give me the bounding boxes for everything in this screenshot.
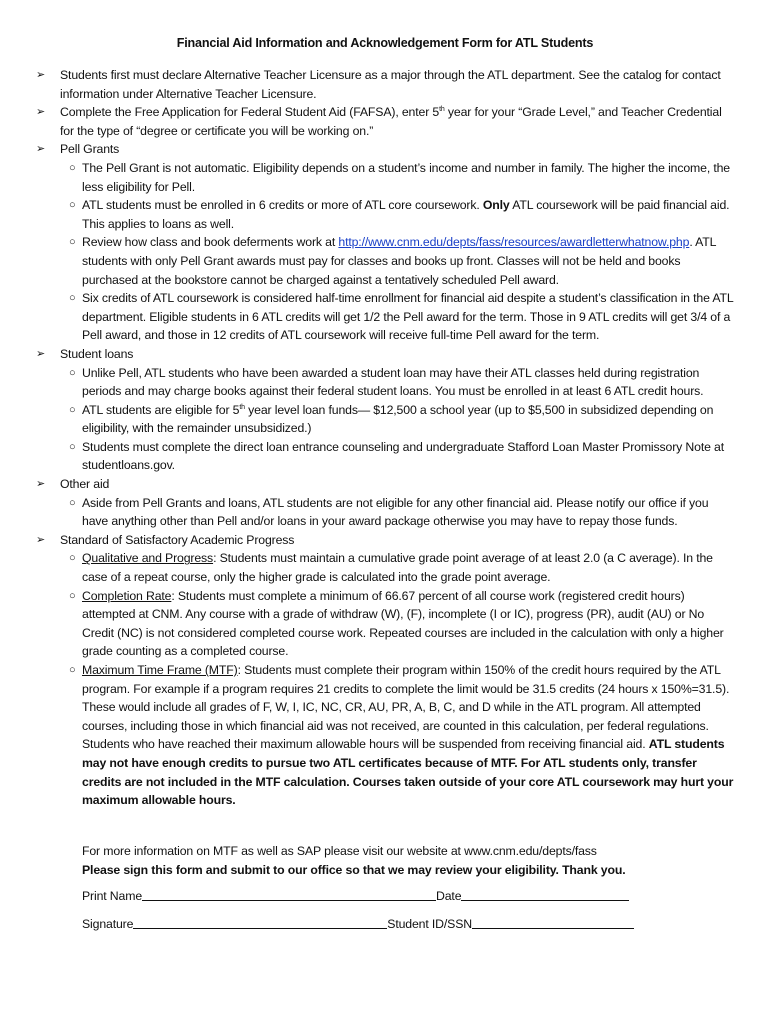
date-label: Date <box>436 889 462 903</box>
circle-bullet-icon: ○ <box>69 496 76 509</box>
list-item <box>36 661 736 810</box>
circle-bullet-icon: ○ <box>69 199 76 212</box>
other-heading: Other aid <box>60 477 110 492</box>
student-id-field[interactable] <box>472 916 634 929</box>
more-info-text: For more information on MTF as well as SAP please visit our website at www.cnm.edu/depts/fass <box>82 844 597 858</box>
arrow-bullet-icon: ➢ <box>36 533 46 546</box>
loans-item-1: Unlike Pell, ATL students who have been awarded a student loan may have their ATL classes held during registration periods and may charge books against their federal student loans. You must be enrolled in at least 6 ATL credit hours. <box>82 365 704 399</box>
list-item <box>36 196 736 233</box>
pell-item-3a: Review how class and book deferments work at <box>82 235 339 250</box>
circle-bullet-icon: ○ <box>69 589 76 602</box>
date-field[interactable] <box>461 888 629 901</box>
mtf-text: : Students must complete their program within 150% of the credit hours required by the ATL program. For example if a program requires 21 credits to complete the limit would be 31.5 credits (24 hours x 150%=31.5). These would include all grades of F, W, I, IC, NC, CR, AU, PR, A, B, C, and D while in the ATL program. All attempted courses, including those in which financial aid was not received, are counted in this calculation, per federal regulations. Students who have reached their maximum allowable hours will be suspended from receiving financial aid. <box>82 663 730 752</box>
list-item <box>36 289 736 345</box>
circle-bullet-icon: ○ <box>69 664 76 676</box>
pell-item-3b: . ATL students with only Pell Grant awards must pay for classes and books up front. Classes will not be held and books purchased at the bookstore cannot be charged against a tentatively scheduled Pell award. <box>82 235 716 287</box>
arrow-bullet-icon: ➢ <box>36 478 46 491</box>
list-item <box>36 364 736 401</box>
signature-label: Signature <box>82 917 134 931</box>
circle-bullet-icon: ○ <box>69 366 76 379</box>
pell-item-4: Six credits of ATL coursework is considered half-time enrollment for financial aid despite a student’s classification in the ATL department. Eligible students in 6 ATL credits will get 1/2 the Pell award for the term. Those in 9 ATL credits will get 3/4 of a Pell award, and those in 12 credits of ATL coursework will receive full-time Pell award for the term. <box>82 291 734 343</box>
arrow-bullet-icon: ➢ <box>36 106 46 119</box>
form-title: Financial Aid Information and Acknowledgement Form for ATL Students <box>176 36 594 50</box>
signature-field[interactable] <box>133 916 387 929</box>
pell-heading: Pell Grants <box>60 142 120 157</box>
submit-instruction: Please sign this form and submit to our office so that we may review your eligibility. Thank you. <box>82 863 626 877</box>
loans-heading: Student loans <box>60 346 134 361</box>
pell-item-1: The Pell Grant is not automatic. Eligibility depends on a student’s income and number in family. The higher the income, the less eligibility for Pell. <box>82 160 730 194</box>
section-loans <box>36 345 736 364</box>
qualitative-label: Qualitative and Progress <box>82 551 214 566</box>
loans-sup: th <box>239 403 245 411</box>
fafsa-sup: th <box>439 106 445 114</box>
sap-heading: Standard of Satisfactory Academic Progress <box>60 532 295 547</box>
pell-item-2a: ATL students must be enrolled in 6 credits or more of ATL core coursework. <box>82 198 483 213</box>
circle-bullet-icon: ○ <box>69 403 76 416</box>
completion-text: : Students must complete a minimum of 66.67 percent of all course work (registered credit hours) attempted at CNM. Any course with a grade of withdraw (W), (F), incomplete (I or IC), progress (PR), audit (AU) or No Credit (NC) is not considered completed course work. Repeated courses are included in the calculation with only a higher grade counting as a completed course. <box>82 588 724 659</box>
list-item <box>36 438 736 475</box>
circle-bullet-icon: ○ <box>69 236 76 249</box>
section-pell <box>36 140 736 159</box>
loans-item-2b: year level loan funds— $12,500 a school year (up to $5,500 in subsidized depending on eligibility, with the remainder unsubsidized.) <box>82 402 714 436</box>
arrow-bullet-icon: ➢ <box>36 143 46 156</box>
qualitative-text: : Students must maintain a cumulative grade point average of at least 2.0 (a C average). In the case of a repeat course, only the higher grade is calculated into the grade point average. <box>82 551 713 585</box>
arrow-bullet-icon: ➢ <box>36 347 46 360</box>
circle-bullet-icon: ○ <box>69 292 76 305</box>
list-item <box>36 549 736 586</box>
circle-bullet-icon: ○ <box>69 552 76 565</box>
section-fafsa <box>36 103 736 140</box>
print-name-row <box>82 887 629 905</box>
list-item <box>36 494 736 531</box>
print-name-label: Print Name <box>82 889 143 903</box>
print-name-field[interactable] <box>142 888 436 901</box>
loans-item-3: Students must complete the direct loan entrance counseling and undergraduate Stafford Loan Master Promissory Note at studentloans.gov. <box>82 439 725 473</box>
completion-label: Completion Rate <box>82 588 172 603</box>
loans-item-2a: ATL students are eligible for 5 <box>82 402 240 417</box>
pell-item-2b: ATL coursework will be paid financial aid. This applies to loans as well. <box>82 198 730 231</box>
list-item <box>36 159 736 196</box>
list-item <box>36 233 736 289</box>
section-sap <box>36 531 736 550</box>
fafsa-text-1: Complete the Free Application for Federal Student Aid (FAFSA), enter 5 <box>60 105 440 120</box>
fafsa-text-2: year for your “Grade Level,” and Teacher Credential for the type of “degree or certificate you will be working on.” <box>60 105 722 138</box>
circle-bullet-icon: ○ <box>69 161 76 174</box>
mtf-label: Maximum Time Frame (MTF) <box>82 663 238 677</box>
declare-text: Students first must declare Alternative Teacher Licensure as a major through the ATL department. See the catalog for contact information under Alternative Teacher Licensure. <box>60 68 721 101</box>
pell-item-2-bold: Only <box>482 198 510 213</box>
circle-bullet-icon: ○ <box>69 440 76 453</box>
section-other <box>36 475 736 494</box>
mtf-warning: ATL students may not have enough credits to pursue two ATL certificates because of MTF. For ATL students only, transfer credits are not included in the MTF calculation. Courses taken outside of your core ATL coursework may hurt your maximum allowable hours. <box>82 737 734 808</box>
award-letter-link[interactable]: http://www.cnm.edu/depts/fass/resources/awardletterwhatnow.php <box>338 235 690 250</box>
document-body <box>36 66 736 810</box>
list-item <box>36 587 736 661</box>
other-item-1: Aside from Pell Grants and loans, ATL students are not eligible for any other financial aid. Please notify our office if you have anything other than Pell and/or loans in your award package otherwise you may have to repay those funds. <box>82 495 709 529</box>
arrow-bullet-icon: ➢ <box>36 69 46 81</box>
signature-row <box>82 915 634 933</box>
student-id-label: Student ID/SSN <box>387 917 473 931</box>
list-item <box>36 401 736 438</box>
section-declare <box>36 66 736 103</box>
